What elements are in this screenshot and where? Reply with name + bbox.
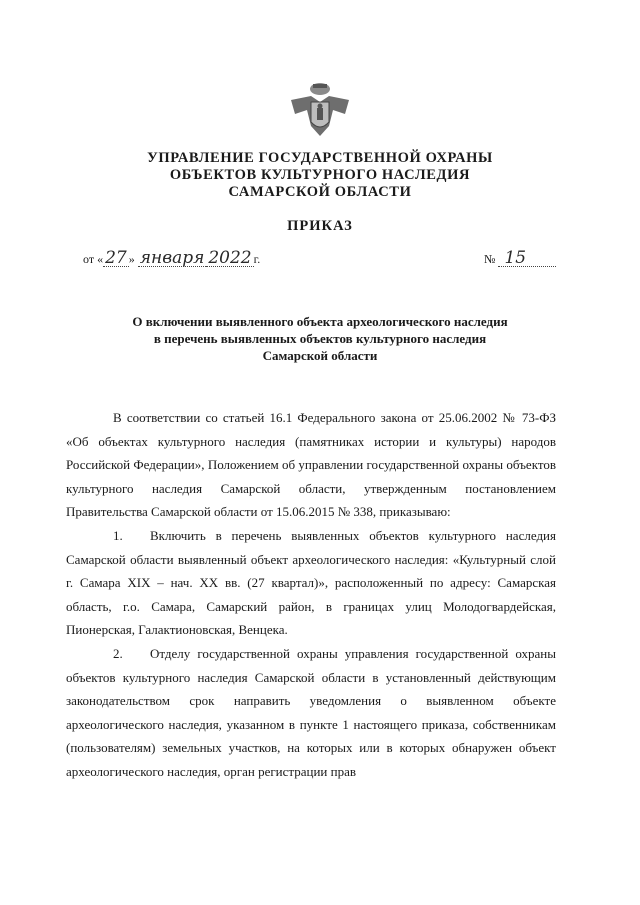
order-title: ПРИКАЗ <box>287 218 353 234</box>
agency-line: УПРАВЛЕНИЕ ГОСУДАРСТВЕННОЙ ОХРАНЫ <box>147 150 493 166</box>
agency-line: ОБЪЕКТОВ КУЛЬТУРНОГО НАСЛЕДИЯ <box>169 167 471 183</box>
subject-line: Самарской области <box>262 348 378 363</box>
coat-of-arms-emblem-icon <box>285 80 355 142</box>
subject-line: О включении выявленного объекта археологического наследия <box>132 314 508 329</box>
date-year-suffix: г. <box>253 252 261 266</box>
subject-line: в перечень выявленных объектов культурного наследия <box>153 331 487 346</box>
date-year: 2022 <box>208 248 252 268</box>
date-month: января <box>139 248 205 268</box>
order-date <box>83 250 260 267</box>
date-day: 27 <box>105 248 127 268</box>
number-label: № <box>484 252 496 266</box>
item-number: 2. <box>113 645 123 661</box>
order-item <box>66 524 556 642</box>
date-quote: » <box>128 252 135 266</box>
number-value: 15 <box>498 250 556 267</box>
order-body <box>66 406 556 784</box>
item-text: Включить в перечень выявленных объектов культурного наследия Самарской области выявленный объект археологического наследия: «Культурный слой г. Самара XIX – нач. XX вв. (27 квартал)», расположенный по адресу: Самарская область, г.о. Самара, Самарский район, в границах улиц Молодогвардейская, Пионерская, Галактионовская, Венцека. <box>66 527 556 638</box>
item-text: Отделу государственной охраны управления государственной охраны объектов культурного наследия Самарской области в установленный действующим законодательством срок направить уведомления о выявленном объекте археологического наследия, указанном в пункте 1 настоящего приказа, собственникам (пользователям) земельных участков, на которых или в которых обнаружен объект археологического наследия, орган регистрации прав <box>66 645 556 779</box>
order-subject <box>0 313 640 364</box>
item-number: 1. <box>113 527 123 543</box>
agency-line: САМАРСКОЙ ОБЛАСТИ <box>228 184 412 200</box>
order-number <box>484 250 556 267</box>
intro-paragraph: В соответствии со статьей 16.1 Федерального закона от 25.06.2002 № 73-ФЗ «Об объектах культурного наследия (памятниках истории и культуры) народов Российской Федерации», Положением об управлении государственной охраны объектов культурного наследия Самарской области, утвержденным постановлением Правительства Самарской области от 15.06.2015 № 338, приказываю: <box>66 410 556 520</box>
order-item <box>66 642 556 784</box>
date-prefix: от « <box>83 252 104 266</box>
agency-name <box>0 150 640 201</box>
